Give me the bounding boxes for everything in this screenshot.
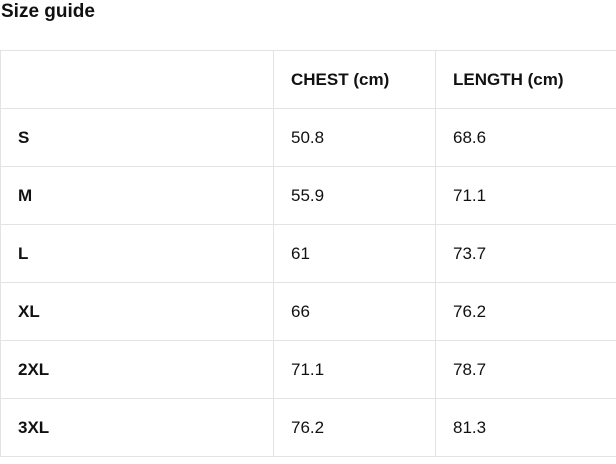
chest-cell: 71.1 xyxy=(274,341,436,399)
table-row xyxy=(1,109,616,167)
length-cell: 78.7 xyxy=(436,341,616,399)
column-header-length: LENGTH (cm) xyxy=(436,51,616,109)
table-row xyxy=(1,341,616,399)
size-cell: M xyxy=(1,167,274,225)
table-row xyxy=(1,283,616,341)
size-cell: 3XL xyxy=(1,399,274,457)
chest-cell: 61 xyxy=(274,225,436,283)
page-title: Size guide xyxy=(1,1,95,22)
size-cell: XL xyxy=(1,283,274,341)
size-cell: 2XL xyxy=(1,341,274,399)
chest-cell: 66 xyxy=(274,283,436,341)
chest-cell: 55.9 xyxy=(274,167,436,225)
length-cell: 68.6 xyxy=(436,109,616,167)
table-row xyxy=(1,225,616,283)
chest-cell: 50.8 xyxy=(274,109,436,167)
length-cell: 76.2 xyxy=(436,283,616,341)
chest-cell: 76.2 xyxy=(274,399,436,457)
length-cell: 81.3 xyxy=(436,399,616,457)
column-header-size xyxy=(1,51,274,109)
size-cell: S xyxy=(1,109,274,167)
column-header-chest: CHEST (cm) xyxy=(274,51,436,109)
size-guide-table xyxy=(0,50,616,457)
length-cell: 73.7 xyxy=(436,225,616,283)
size-cell: L xyxy=(1,225,274,283)
length-cell: 71.1 xyxy=(436,167,616,225)
table-header-row xyxy=(1,51,616,109)
table-row xyxy=(1,167,616,225)
table-row xyxy=(1,399,616,457)
